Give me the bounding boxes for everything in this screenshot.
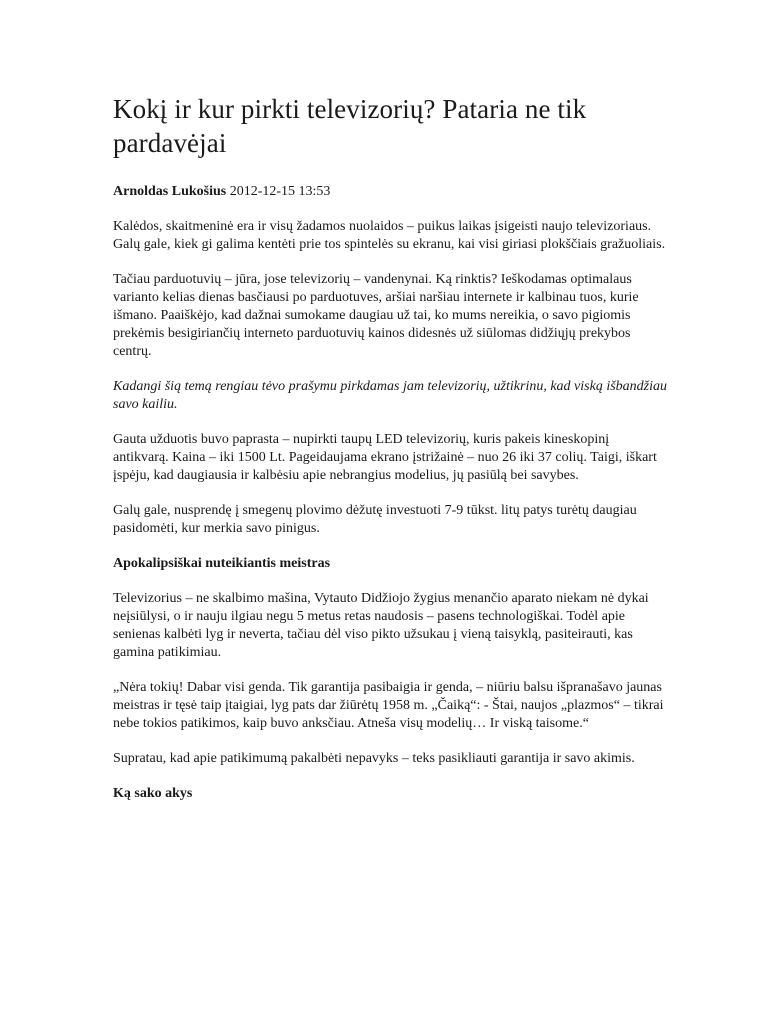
article-paragraph: Galų gale, nusprendę į smegenų plovimo dėžutę investuoti 7-9 tūkst. litų patys turėtų daugiau pasidomėti, kur merkia savo pinigus. bbox=[113, 503, 637, 536]
article-italic-note: Kadangi šią temą rengiau tėvo prašymu pirkdamas jam televizorių, užtikrinu, kad viską išbandžiau savo kailiu. bbox=[113, 379, 667, 412]
article-paragraph: Kalėdos, skaitmeninė era ir visų žadamos nuolaidos – puikus laikas įsigeisti naujo televizoriaus. Galų gale, kiek gi galima kentėti prie tos spintelės su ekranu, kai visi giriasi plokščiais gražuoliais. bbox=[113, 219, 666, 252]
article-paragraph: Televizorius – ne skalbimo mašina, Vytauto Didžiojo žygius menančio aparato niekam nė dykai neįsiūlysi, o ir nauju ilgiau negu 5 metus retas naudosis – pasens technologiškai. Todėl apie senienas kalbėti lyg ir neverta, tačiau dėl viso pikto užsukau į vieną taisyklą, pasiteirauti, kas gamina patikimiau. bbox=[113, 591, 649, 660]
article-paragraph: Tačiau parduotuvių – jūra, jose televizorių – vandenynai. Ką rinktis? Ieškodamas optimalaus varianto kelias dienas basčiausi po parduotuves, aršiai naršiau internete ir kalbinau tuos, kurie išmano. Paaiškėjo, kad dažnai sumokame daugiau už tai, ko mums nereikia, o savo pigiomis prekėmis besigiriančių interneto parduotuvių kainos didesnės už siūlomas didžiųjų prekybos centrų. bbox=[113, 272, 639, 359]
author-name: Arnoldas Lukošius bbox=[113, 184, 227, 199]
publish-datetime: 2012-12-15 13:53 bbox=[229, 184, 331, 199]
article-title: Kokį ir kur pirkti televizorių? Pataria ne tik pardavėjai bbox=[113, 94, 587, 158]
article-byline bbox=[113, 182, 668, 201]
section-heading: Ką sako akys bbox=[113, 786, 193, 801]
article-quote-paragraph: „Nėra tokių! Dabar visi genda. Tik garantija pasibaigia ir genda, – niūriu balsu išpranašavo jaunas meistras ir tęsė taip įtaigiai, lyg pats dar žiūrėtų 1958 m. „Čaiką“: - Štai, naujos „plazmos“ – tikrai nebe tokios patikimos, kaip buvo anksčiau. Atneša visų modelių… Ir viską taisome.“ bbox=[113, 680, 664, 731]
article-paragraph: Supratau, kad apie patikimumą pakalbėti nepavyks – teks pasikliauti garantija ir savo akimis. bbox=[113, 751, 635, 766]
section-heading: Apokalipsiškai nuteikiantis meistras bbox=[113, 556, 331, 571]
article-paragraph: Gauta užduotis buvo paprasta – nupirkti taupų LED televizorių, kuris pakeis kineskopinį antikvarą. Kaina – iki 1500 Lt. Pageidaujama ekrano įstrižainė – nuo 26 iki 37 colių. Taigi, iškart įspėju, kad daugiausia ir kalbėsiu apie nebrangius modelius, jų pasiūlą bei savybes. bbox=[113, 432, 657, 483]
